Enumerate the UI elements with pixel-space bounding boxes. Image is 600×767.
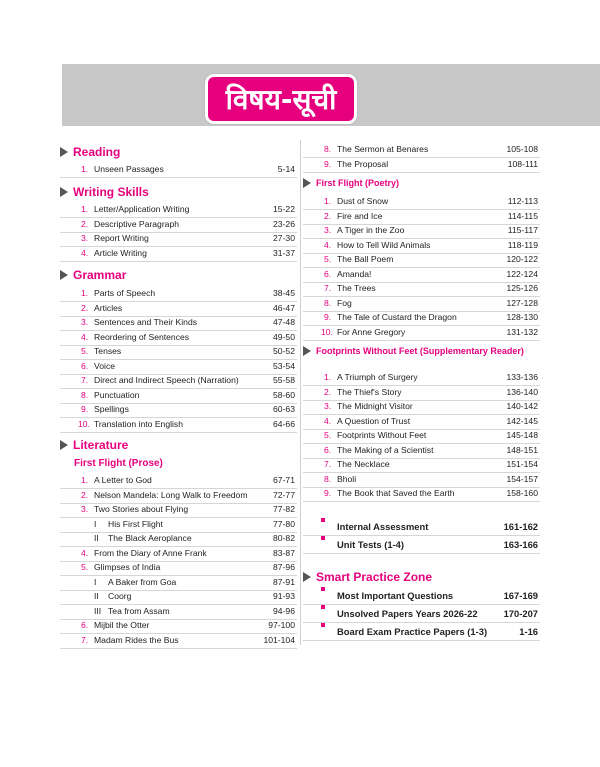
item-title: His First Flight [108, 518, 163, 529]
section-arrow-icon [60, 440, 68, 450]
item-title: Fire and Ice [337, 210, 383, 221]
toc-row[interactable] [303, 401, 540, 415]
item-pages: 38-45 [273, 288, 295, 298]
item-number: 2. [81, 489, 89, 500]
toc-row[interactable] [60, 562, 297, 576]
bullet-square-icon [321, 518, 325, 522]
toc-row[interactable] [60, 303, 297, 317]
toc-row[interactable] [303, 298, 540, 312]
item-pages: 127-128 [506, 297, 538, 308]
item-title: The Thief's Story [337, 386, 402, 397]
item-pages: 31-37 [273, 247, 295, 258]
item-title: The Midnight Visitor [337, 401, 413, 411]
section-heading-text: Writing Skills [73, 185, 149, 199]
section-heading [60, 438, 128, 452]
item-title: Unsolved Papers Years 2026-22 [337, 608, 478, 619]
item-number: 1. [81, 204, 89, 214]
item-pages: 67-71 [273, 475, 295, 485]
item-title: The Sermon at Benares [337, 144, 429, 154]
item-roman-numeral: II [94, 533, 99, 543]
item-pages: 77-80 [273, 518, 295, 529]
section-arrow-icon [303, 572, 311, 582]
item-number: 4. [81, 547, 89, 558]
item-title: Coorg [108, 591, 132, 601]
item-title: The Proposal [337, 158, 389, 169]
toc-row[interactable] [60, 248, 297, 262]
item-pages: 131-132 [506, 326, 538, 337]
toc-row[interactable] [303, 196, 540, 210]
item-pages: 87-91 [273, 576, 295, 587]
toc-row[interactable] [60, 346, 297, 360]
item-pages: 108-111 [507, 158, 538, 169]
toc-row[interactable] [60, 577, 297, 591]
item-roman-numeral: III [94, 605, 102, 616]
item-pages: 49-50 [273, 331, 295, 342]
section-arrow-icon [303, 178, 311, 188]
subsection-heading: First Flight (Prose) [74, 458, 163, 469]
item-title: The Making of a Scientist [337, 444, 434, 455]
item-number: 1. [324, 372, 332, 382]
item-number: 8. [81, 389, 89, 400]
item-title: Parts of Speech [94, 288, 156, 298]
toc-row[interactable] [60, 219, 297, 233]
item-title: Descriptive Paragraph [94, 218, 180, 229]
section-arrow-icon [60, 147, 68, 157]
item-pages: 151-154 [506, 459, 538, 469]
item-pages: 55-58 [273, 375, 295, 385]
item-number: 7. [324, 459, 332, 469]
toc-row[interactable] [60, 375, 297, 389]
item-pages: 120-122 [506, 254, 538, 264]
section-heading [60, 268, 126, 282]
item-number: 9. [324, 488, 332, 498]
section-heading [60, 145, 120, 159]
toc-row[interactable] [303, 459, 540, 473]
item-pages: 60-63 [273, 404, 295, 414]
item-title: Most Important Questions [337, 590, 454, 601]
item-title: The Black Aeroplance [108, 533, 192, 543]
item-pages: 72-77 [273, 489, 295, 500]
item-title: A Letter to God [94, 475, 152, 485]
item-pages: 83-87 [273, 547, 295, 558]
item-title: Unit Tests (1-4) [337, 539, 405, 550]
item-number: 1. [81, 288, 89, 298]
item-title: Sentences and Their Kinds [94, 317, 198, 327]
item-title: Footprints Without Feet [337, 430, 427, 440]
section-arrow-icon [60, 270, 68, 280]
item-number: 7. [324, 283, 332, 293]
section-heading [303, 570, 432, 584]
item-number: 5. [81, 346, 89, 356]
item-pages: 118-119 [507, 239, 538, 250]
item-pages: 125-126 [506, 283, 538, 293]
item-number: 3. [81, 504, 89, 514]
item-number: 1. [81, 475, 89, 485]
toc-row[interactable] [60, 519, 297, 533]
section-heading-text: Literature [73, 438, 129, 452]
item-pages: 101-104 [263, 634, 295, 645]
toc-row[interactable] [60, 635, 297, 649]
item-pages: 145-148 [506, 430, 538, 440]
item-pages: 133-136 [506, 372, 538, 382]
toc-bold-row[interactable] [303, 606, 540, 623]
item-pages: 115-117 [507, 225, 538, 235]
toc-row[interactable] [303, 327, 540, 341]
item-pages: 170-207 [503, 608, 538, 619]
item-pages: 46-47 [273, 302, 295, 313]
page-title: विषय-सूची [205, 74, 357, 124]
item-number: 9. [81, 404, 89, 414]
toc-row[interactable] [303, 387, 540, 401]
item-title: Report Writing [94, 233, 149, 243]
item-number: 3. [81, 317, 89, 327]
column-divider [300, 140, 301, 645]
item-title: Two Stories about Flying [94, 504, 189, 514]
section-arrow-icon [303, 346, 311, 356]
item-title: For Anne Gregory [337, 326, 406, 337]
section-heading-text: Grammar [73, 268, 127, 282]
item-title: Translation into English [94, 418, 184, 429]
toc-row[interactable] [60, 606, 297, 620]
item-number: 6. [324, 444, 332, 455]
item-pages: 105-108 [506, 144, 538, 154]
item-pages: 158-160 [506, 488, 538, 498]
item-pages: 27-30 [273, 233, 295, 243]
section-heading-text: Reading [73, 145, 121, 159]
item-title: Bholi [337, 473, 357, 484]
item-title: From the Diary of Anne Frank [94, 547, 207, 558]
item-title: Punctuation [94, 389, 140, 400]
item-pages: 167-169 [503, 590, 538, 601]
item-number: 3. [324, 225, 332, 235]
item-title: The Ball Poem [337, 254, 394, 264]
toc-bold-row[interactable] [303, 588, 540, 605]
item-title: Spellings [94, 404, 129, 414]
bullet-square-icon [321, 605, 325, 609]
item-roman-numeral: II [94, 591, 99, 601]
toc-row[interactable] [60, 390, 297, 404]
item-pages: 80-82 [273, 533, 295, 543]
item-title: The Book that Saved the Earth [337, 488, 455, 498]
item-number: 9. [324, 158, 332, 169]
item-title: The Necklace [337, 459, 390, 469]
item-pages: 87-96 [273, 562, 295, 572]
toc-row[interactable] [60, 317, 297, 331]
toc-row[interactable] [303, 474, 540, 488]
toc-row[interactable] [60, 332, 297, 346]
item-title: The Tale of Custard the Dragon [337, 312, 457, 322]
item-number: 6. [81, 620, 89, 630]
item-pages: 140-142 [506, 401, 538, 411]
toc-row[interactable] [303, 445, 540, 459]
item-pages: 64-66 [273, 418, 295, 429]
toc-row[interactable] [60, 419, 297, 433]
toc-row[interactable] [60, 204, 297, 218]
item-roman-numeral: I [94, 576, 97, 587]
item-number: 2. [324, 210, 332, 221]
item-pages: 142-145 [506, 415, 538, 426]
item-title: Glimpses of India [94, 562, 161, 572]
toc-row[interactable] [303, 225, 540, 239]
item-pages: 128-130 [506, 312, 538, 322]
item-number: 4. [81, 247, 89, 258]
item-title: How to Tell Wild Animals [337, 239, 431, 250]
item-number: 3. [81, 233, 89, 243]
toc-row[interactable] [303, 430, 540, 444]
item-title: A Baker from Goa [108, 576, 177, 587]
toc-row[interactable] [60, 164, 297, 178]
toc-row[interactable] [60, 533, 297, 547]
item-number: 5. [324, 254, 332, 264]
item-pages: 154-157 [506, 473, 538, 484]
toc-row[interactable] [303, 283, 540, 297]
item-number: 5. [81, 562, 89, 572]
toc-bold-row[interactable] [303, 537, 540, 554]
item-number: 9. [324, 312, 332, 322]
toc-bold-row[interactable] [303, 624, 540, 641]
item-number: 7. [81, 375, 89, 385]
section-heading [60, 185, 149, 199]
item-pages: 97-100 [268, 620, 295, 630]
item-number: 6. [324, 268, 332, 279]
item-number: 1. [81, 164, 89, 174]
item-roman-numeral: I [94, 518, 97, 529]
item-number: 4. [81, 331, 89, 342]
toc-row[interactable] [303, 372, 540, 386]
bullet-square-icon [321, 536, 325, 540]
item-title: Fog [337, 297, 352, 308]
item-number: 2. [324, 386, 332, 397]
item-number: 10. [321, 326, 333, 337]
item-number: 4. [324, 415, 332, 426]
item-number: 3. [324, 401, 332, 411]
item-title: Dust of Snow [337, 196, 389, 206]
item-title: Tea from Assam [108, 605, 170, 616]
item-pages: 15-22 [273, 204, 295, 214]
toc-row[interactable] [60, 548, 297, 562]
section-heading-text: Footprints Without Feet (Supplementary Reader) [316, 346, 524, 356]
item-pages: 53-54 [273, 360, 295, 371]
item-title: Voice [94, 360, 116, 371]
item-title: Letter/Application Writing [94, 204, 190, 214]
item-number: 4. [324, 239, 332, 250]
toc-row[interactable] [60, 490, 297, 504]
bullet-square-icon [321, 623, 325, 627]
item-pages: 1-16 [519, 626, 538, 637]
item-pages: 47-48 [273, 317, 295, 327]
item-pages: 122-124 [506, 268, 538, 279]
toc-row[interactable] [303, 269, 540, 283]
item-pages: 77-82 [273, 504, 295, 514]
section-heading-text: First Flight (Poetry) [316, 178, 399, 188]
item-title: A Triumph of Surgery [337, 372, 418, 382]
item-title: Board Exam Practice Papers (1-3) [337, 626, 488, 637]
item-number: 6. [81, 360, 89, 371]
toc-row[interactable] [60, 361, 297, 375]
item-title: Mijbil the Otter [94, 620, 150, 630]
item-title: A Question of Trust [337, 415, 411, 426]
item-title: Articles [94, 302, 123, 313]
item-title: Tenses [94, 346, 122, 356]
toc-row[interactable] [303, 312, 540, 326]
item-pages: 148-151 [506, 444, 538, 455]
toc-row[interactable] [303, 144, 540, 158]
item-pages: 136-140 [506, 386, 538, 397]
item-title: Madam Rides the Bus [94, 634, 179, 645]
toc-row[interactable] [303, 240, 540, 254]
item-pages: 114-115 [507, 210, 538, 221]
item-number: 5. [324, 430, 332, 440]
item-number: 8. [324, 297, 332, 308]
section-arrow-icon [60, 187, 68, 197]
toc-row[interactable] [303, 416, 540, 430]
item-title: Internal Assessment [337, 521, 429, 532]
item-number: 8. [324, 144, 332, 154]
item-pages: 5-14 [277, 164, 295, 174]
toc-row[interactable] [60, 591, 297, 605]
toc-row[interactable] [303, 211, 540, 225]
item-title: Direct and Indirect Speech (Narration) [94, 375, 239, 385]
toc-row[interactable] [303, 488, 540, 502]
section-heading-text: Smart Practice Zone [316, 570, 433, 584]
item-pages: 50-52 [273, 346, 295, 356]
toc-bold-row[interactable] [303, 519, 540, 536]
item-number: 10. [78, 418, 90, 429]
item-title: The Trees [337, 283, 376, 293]
item-title: Reordering of Sentences [94, 331, 190, 342]
item-pages: 112-113 [507, 196, 538, 206]
item-number: 1. [324, 196, 332, 206]
item-pages: 58-60 [273, 389, 295, 400]
item-pages: 163-166 [503, 539, 538, 550]
toc-row[interactable] [60, 233, 297, 247]
item-number: 7. [81, 634, 89, 645]
item-title: Article Writing [94, 247, 147, 258]
toc-row[interactable] [60, 404, 297, 418]
item-title: Unseen Passages [94, 164, 164, 174]
item-title: Amanda! [337, 268, 372, 279]
toc-row[interactable] [60, 288, 297, 302]
toc-row[interactable] [303, 159, 540, 173]
item-pages: 91-93 [273, 591, 295, 601]
item-title: A Tiger in the Zoo [337, 225, 405, 235]
section-heading [303, 178, 399, 188]
section-heading [303, 346, 524, 356]
toc-row[interactable] [303, 254, 540, 268]
item-number: 2. [81, 302, 89, 313]
toc-row[interactable] [60, 620, 297, 634]
item-pages: 23-26 [273, 218, 295, 229]
item-pages: 161-162 [503, 521, 538, 532]
bullet-square-icon [321, 587, 325, 591]
item-number: 8. [324, 473, 332, 484]
toc-row[interactable] [60, 504, 297, 518]
toc-row[interactable] [60, 475, 297, 489]
item-number: 2. [81, 218, 89, 229]
item-title: Nelson Mandela: Long Walk to Freedom [94, 489, 248, 500]
item-pages: 94-96 [273, 605, 295, 616]
